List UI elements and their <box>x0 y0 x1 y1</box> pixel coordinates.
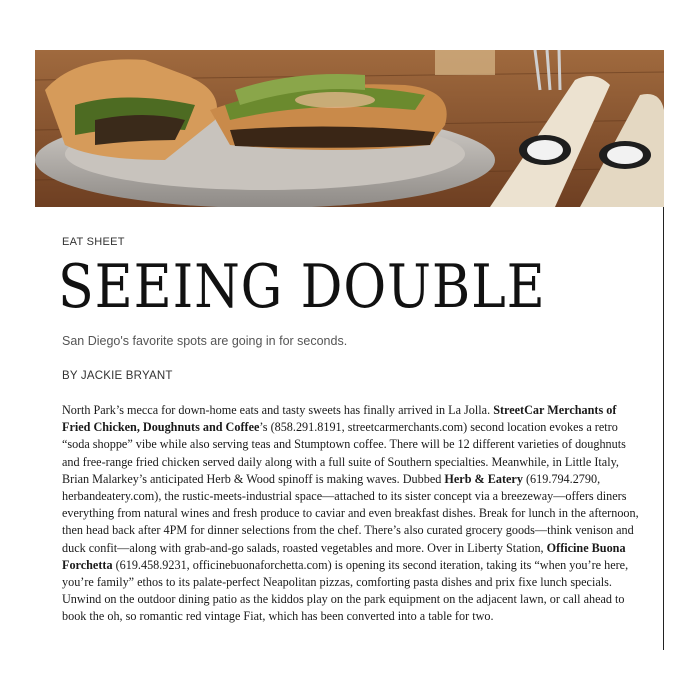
hero-photo <box>35 50 664 207</box>
body-text: ’s (858.291.8191, streetcarmerchants.com) second location evokes a retro “soda shoppe” vibe while also serving teas and Stumptown coffee. There will be 12 different varieties of doughnuts and free-range fried chicken served daily along with a full suite of Southern specialties. Meanwhile, in Little Italy, Brian Malarkey’s anticipated Herb & Wood spinoff is making waves. Dubbed <box>62 420 626 486</box>
sandwich-photo-illustration <box>35 50 664 207</box>
body-text: (619.794.2790, herbandeatery.com), the rustic-meets-industrial space—attached to its sister concept via a breezeway—offers diners everything from natural wines and fresh produce to caviar and even breakfast dishes. Break for lunch in the afternoon, then head back after 4PM for dinner selections from the chef. There’s also curated grocery goods—think venison and duck confit—along with grab-and-go salads, roasted vegetables and more. Over in Liberty Station, <box>62 471 639 555</box>
body-text: (619.458.9231, officinebuonaforchetta.com) is opening its second iteration, taking its “when you’re here, you’re family” ethos to its palate-perfect Neapolitan pizzas, comforting pasta dishes and prix fixe lunch specials. Unwind on the outdoor dining patio as the kiddos play on the park equipment on the adjacent lawn, or call ahead to book the oh, so romantic red vintage Fiat, which has been converted into a table for two. <box>62 557 629 624</box>
section-kicker: EAT SHEET <box>62 236 125 248</box>
column-rule <box>663 207 664 650</box>
bold-venue-name: StreetCar Merchants of Fried Chicken, Doughnuts and Coffee <box>62 403 617 435</box>
bold-venue-name: Herb & Eatery <box>444 471 523 486</box>
body-text: North Park’s mecca for down-home eats and tasty sweets has finally arrived in La Jolla. <box>62 403 494 417</box>
subheadline: San Diego's favorite spots are going in for seconds. <box>62 334 348 348</box>
byline: BY JACKIE BRYANT <box>62 370 173 382</box>
article-body <box>62 402 640 626</box>
headline: SEEING DOUBLE <box>58 252 546 322</box>
bold-venue-name: Officine Buona Forchetta <box>62 540 626 572</box>
